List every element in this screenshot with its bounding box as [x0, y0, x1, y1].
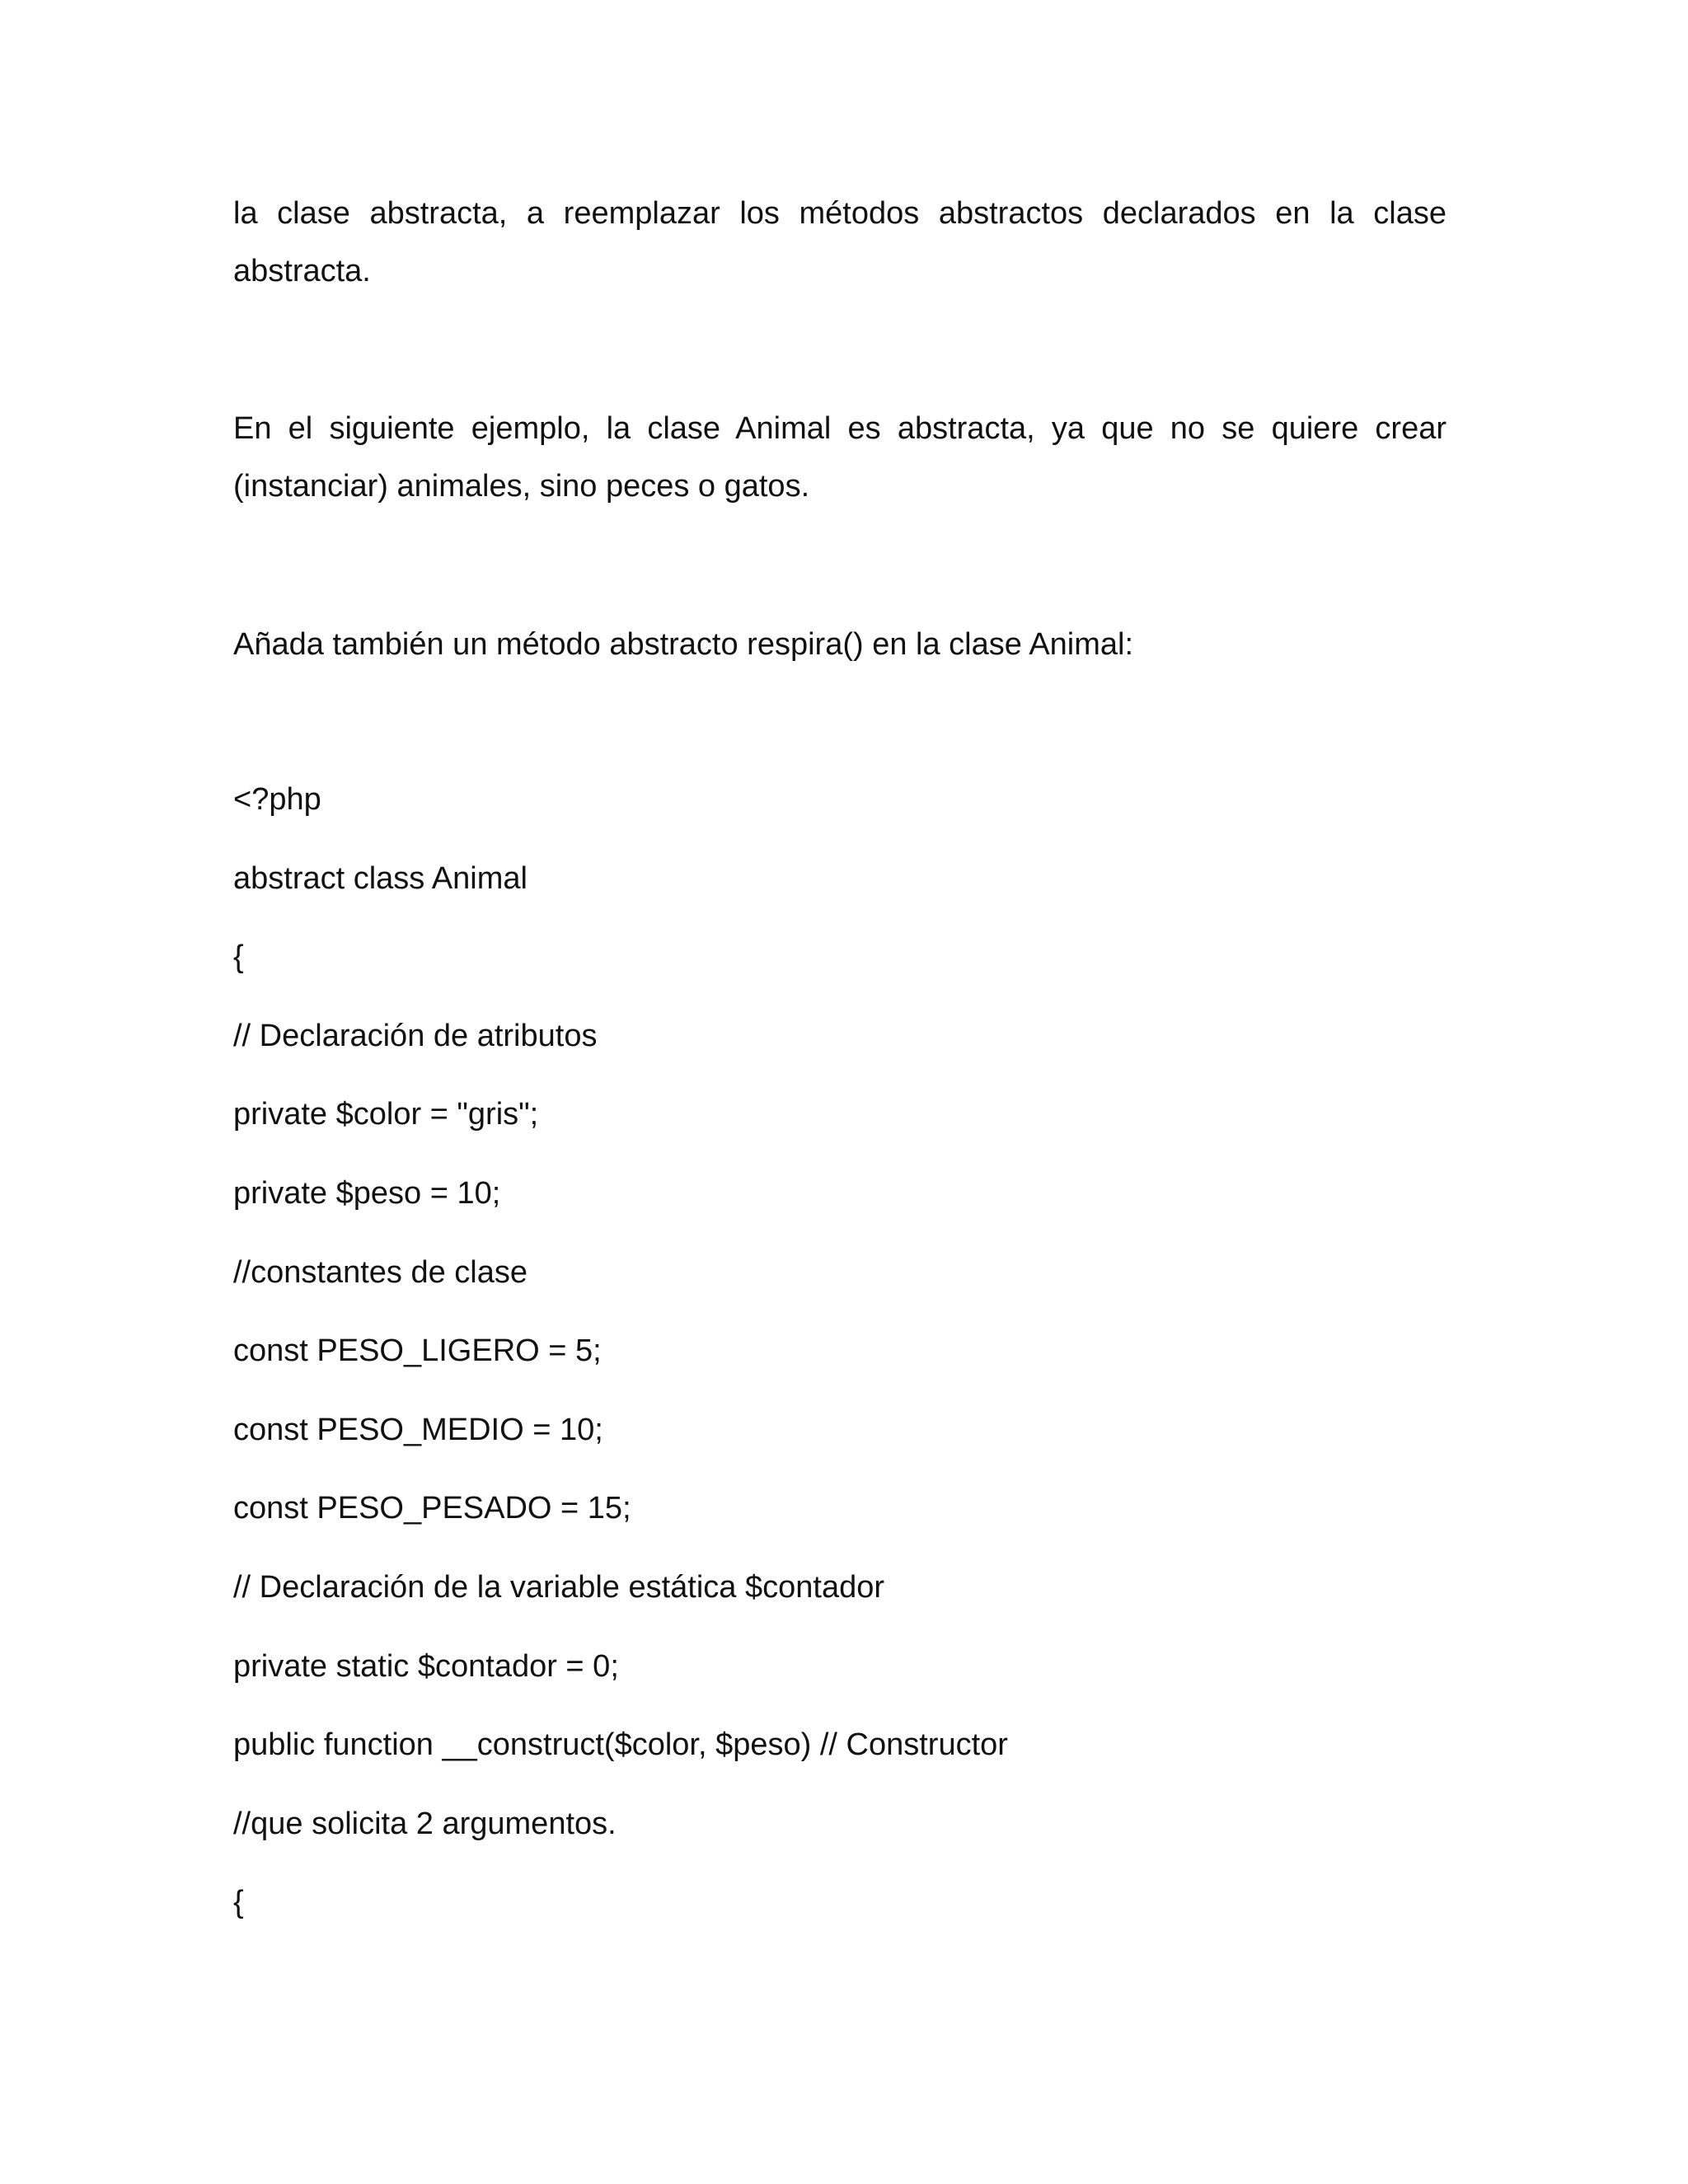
paragraph-abstract-intro: la clase abstracta, a reemplazar los métodos abstractos declarados en la clase abstracta. — [233, 196, 1447, 288]
code-line: private static $contador = 0; — [233, 1648, 619, 1684]
code-line: //que solicita 2 argumentos. — [233, 1806, 617, 1841]
code-line: // Declaración de atributos — [233, 1018, 598, 1053]
paragraph-add-method: Añada también un método abstracto respira() en la clase Animal: — [233, 627, 1134, 662]
code-line: { — [233, 1885, 244, 1920]
code-line: { — [233, 940, 244, 975]
code-line: private $color = "gris"; — [233, 1097, 539, 1132]
code-listing — [233, 771, 1008, 1952]
code-line: //constantes de clase — [233, 1254, 528, 1290]
code-line: const PESO_MEDIO = 10; — [233, 1412, 603, 1447]
code-line: public function __construct($color, $peso) // Constructor — [233, 1727, 1008, 1763]
code-line: <?php — [233, 782, 321, 817]
code-line: private $peso = 10; — [233, 1175, 501, 1211]
code-line: const PESO_LIGERO = 5; — [233, 1333, 602, 1369]
code-line: // Declaración de la variable estática $contador — [233, 1569, 885, 1605]
code-line: const PESO_PESADO = 15; — [233, 1491, 631, 1526]
code-line: abstract class Animal — [233, 860, 528, 896]
paragraph-example-intro: En el siguiente ejemplo, la clase Animal es abstracta, ya que no se quiere crear (instanciar) animales, sino peces o gatos. — [233, 411, 1447, 504]
